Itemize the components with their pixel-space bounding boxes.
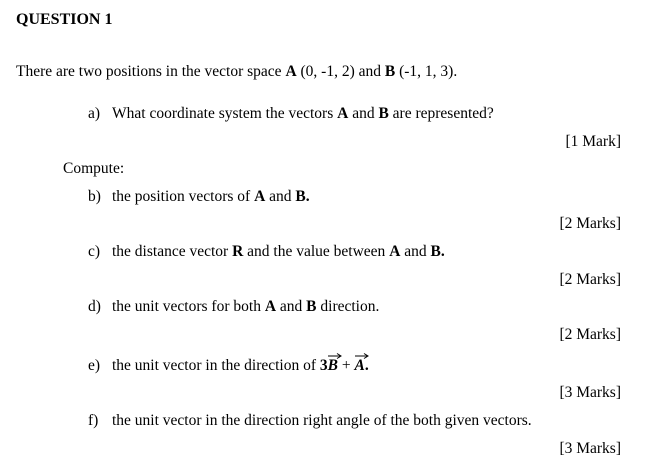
question-d: d) the unit vectors for both A and B direction. [88, 298, 380, 315]
vector-b-arrow: B [328, 357, 338, 375]
question-title: QUESTION 1 [16, 11, 113, 28]
question-e: e) the unit vector in the direction of 3 B + A. [88, 357, 369, 375]
marks-e: [3 Marks] [559, 384, 621, 401]
item-label: a) [88, 105, 101, 122]
marks-f: [3 Marks] [559, 440, 621, 457]
vector-a-arrow: A [355, 357, 365, 375]
marks-a: [1 Mark] [565, 133, 621, 150]
marks-c: [2 Marks] [559, 271, 621, 288]
marks-d: [2 Marks] [559, 326, 621, 343]
question-f: f) the unit vector in the direction right angle of the both given vectors. [88, 412, 532, 429]
intro-text: There are two positions in the vector space A (0, -1, 2) and B (-1, 1, 3). [16, 63, 458, 80]
item-label: e) [88, 357, 101, 374]
item-label: d) [88, 298, 101, 315]
question-a: a) What coordinate system the vectors A and B are represented? [88, 105, 494, 122]
item-label: c) [88, 243, 101, 260]
item-label: f) [88, 412, 99, 429]
marks-b: [2 Marks] [559, 215, 621, 232]
question-b: b) the position vectors of A and B. [88, 188, 310, 205]
question-c: c) the distance vector R and the value between A and B. [88, 243, 445, 260]
expr-coefficient: 3 [319, 357, 328, 374]
item-label: b) [88, 188, 101, 205]
compute-label: Compute: [63, 160, 125, 177]
